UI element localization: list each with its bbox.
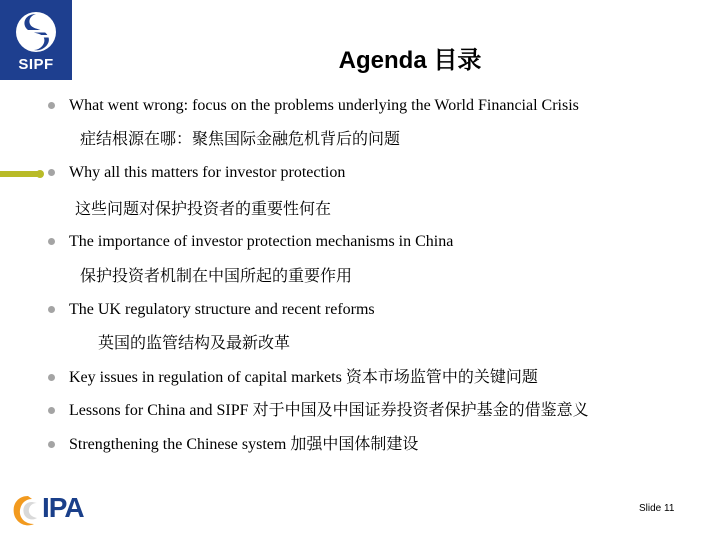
agenda-item-6: [48, 400, 589, 421]
slide-number: Slide 11: [639, 503, 675, 514]
agenda-item-5-zh: 资本市场监管中的关键问题: [345, 367, 538, 386]
bullet-dot-icon: [48, 238, 55, 245]
bullet-dot-icon: [48, 407, 55, 414]
agenda-item-1: [48, 96, 579, 116]
ipa-logo: [10, 490, 100, 530]
agenda-item-7-en: Strengthening the Chinese system: [69, 436, 287, 453]
ipa-swirl-icon: [10, 490, 44, 530]
agenda-item-3-zh: 保护投资者机制在中国所起的重要作用: [80, 266, 353, 285]
agenda-item-1-en: What went wrong: focus on the problems underlying the World Financial Crisis: [69, 97, 579, 114]
agenda-item-2: [48, 163, 345, 183]
agenda-item-6-zh: 对于中国及中国证券投资者保护基金的借鉴意义: [252, 400, 589, 419]
agenda-item-4: [48, 300, 375, 320]
agenda-item-4-zh: 英国的监管结构及最新改革: [98, 333, 291, 352]
agenda-item-3-en: The importance of investor protection mechanisms in China: [69, 233, 454, 250]
agenda-item-7-zh: 加强中国体制建设: [290, 434, 419, 453]
agenda-item-5-en: Key issues in regulation of capital markets: [69, 369, 342, 386]
agenda-item-2-zh: 这些问题对保护投资者的重要性何在: [75, 199, 332, 218]
agenda-item-2-en: Why all this matters for investor protection: [69, 164, 346, 181]
agenda-item-6-en: Lessons for China and SIPF: [69, 402, 249, 419]
bullet-dot-icon: [48, 306, 55, 313]
bullet-dot-icon: [48, 102, 55, 109]
agenda-item-5: [48, 367, 538, 388]
bullet-dot-icon: [48, 169, 55, 176]
agenda-item-7: [48, 434, 418, 455]
agenda-item-1-zh: 症结根源在哪：聚焦国际金融危机背后的问题: [80, 129, 401, 148]
ipa-logo-text: IPA: [42, 492, 84, 523]
sipf-logo-text: SIPF: [18, 56, 54, 73]
agenda-item-3: [48, 232, 453, 252]
slide-title: Agenda 目录: [338, 47, 482, 74]
agenda-item-4-en: The UK regulatory structure and recent reforms: [69, 301, 375, 318]
bullet-dot-icon: [48, 374, 55, 381]
bullet-dot-icon: [48, 441, 55, 448]
